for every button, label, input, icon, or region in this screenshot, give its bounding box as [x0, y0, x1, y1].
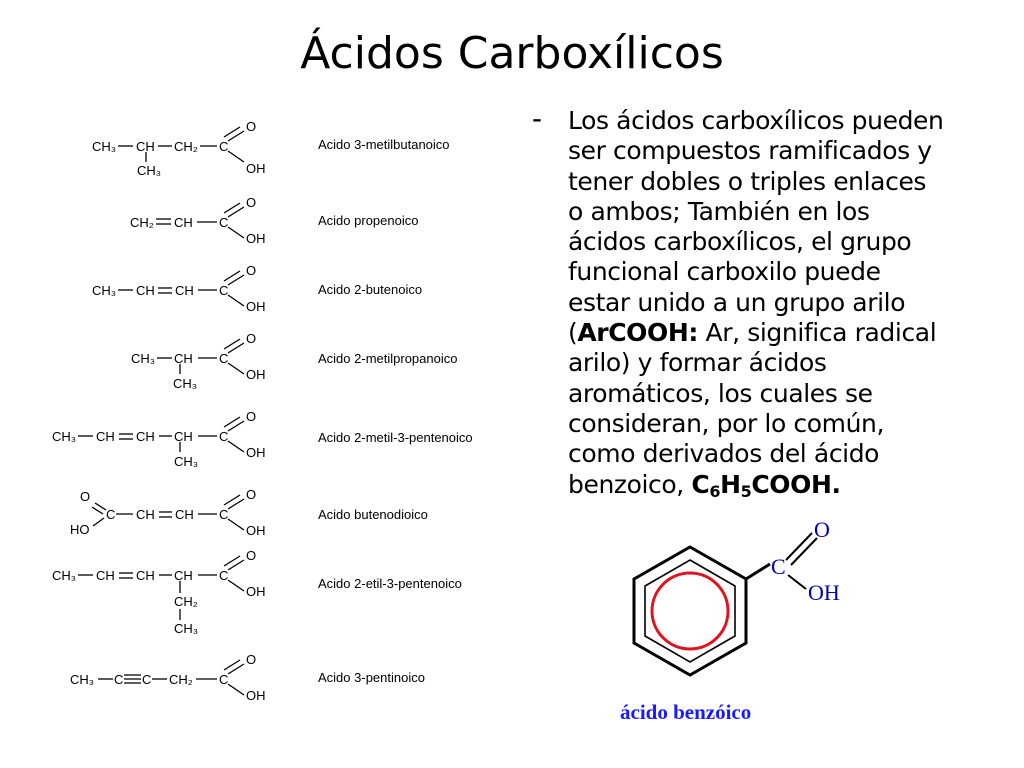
- formula-dot: .: [831, 469, 841, 499]
- slide-title: Ácidos Carboxílicos: [300, 28, 724, 79]
- text-line: estar unido a un grupo arilo: [568, 287, 906, 317]
- text-line: Los ácidos carboxílicos pueden: [568, 106, 944, 135]
- text-line: arilo) y formar ácidos: [568, 348, 827, 378]
- atom-label: O: [246, 263, 257, 278]
- atom-label: O: [246, 195, 257, 210]
- atom-label: CH: [174, 215, 193, 230]
- atom-label: HO: [70, 522, 90, 537]
- atom-label: CH: [96, 568, 115, 583]
- atom-label: CH: [136, 568, 155, 583]
- paren: (: [568, 318, 578, 348]
- atom-label: O: [80, 489, 91, 504]
- atom-label: CH: [174, 429, 193, 444]
- atom-label: OH: [246, 445, 266, 460]
- atom-label: C: [142, 672, 152, 687]
- atom-label: CH₃: [131, 351, 156, 366]
- atom-label: C: [219, 672, 229, 687]
- atom-label: CH₃: [174, 621, 199, 636]
- bond-lines: [78, 127, 244, 695]
- atom-label: CH: [174, 351, 193, 366]
- atom-label: OH: [246, 231, 266, 246]
- atom-label: OH: [246, 299, 266, 314]
- hydroxyl-label: OH: [808, 580, 840, 605]
- atom-label: O: [246, 119, 257, 134]
- benzoic-acid-structure: [620, 517, 840, 724]
- compound-name: Acido 2-metilpropanoico: [318, 351, 458, 366]
- aromatic-circle: [652, 573, 728, 649]
- atom-label: O: [246, 548, 257, 563]
- atom-label: C: [219, 283, 229, 298]
- atom-label: O: [246, 487, 257, 502]
- atom-label: O: [246, 652, 257, 667]
- compound-name: Acido 3-metilbutanoico: [318, 137, 450, 152]
- atom-label: CH: [175, 283, 194, 298]
- atom-label: C: [219, 568, 229, 583]
- atom-label: C: [219, 429, 229, 444]
- atom-label: CH: [174, 568, 193, 583]
- arcooh-rest: Ar, significa radical: [698, 318, 937, 348]
- text-line: tener dobles o triples enlaces: [568, 166, 927, 196]
- atom-label: CH₂: [174, 139, 198, 154]
- atom-label: CH₃: [70, 672, 95, 687]
- compound-name: Acido 2-butenoico: [318, 282, 423, 297]
- carbon-label: C: [771, 554, 786, 579]
- compound-name: Acido butenodioico: [318, 507, 428, 522]
- atom-label: OH: [246, 161, 266, 176]
- atom-label: OH: [246, 688, 266, 703]
- benzoic-formula: $C_6H_5COOH$: [691, 469, 832, 501]
- atom-label: CH₃: [52, 429, 77, 444]
- atom-label: CH₃: [52, 568, 77, 583]
- text-line: o ambos; También en los: [568, 196, 870, 226]
- atom-label: CH: [136, 283, 155, 298]
- atom-label: CH₃: [173, 376, 198, 391]
- atom-label: C: [219, 351, 229, 366]
- text-line: ser compuestos ramificados y: [568, 136, 932, 166]
- atom-label: OH: [246, 584, 266, 599]
- formula-prefix: benzoico,: [568, 469, 692, 499]
- atom-label: CH₃: [92, 283, 117, 298]
- atom-label: C: [219, 215, 229, 230]
- arcooh-term: ArCOOH:: [577, 318, 699, 348]
- atom-label: C: [219, 507, 229, 522]
- atom-label: CH₃: [137, 163, 162, 178]
- benzene-ring-inner: [645, 560, 735, 662]
- atom-label: C: [219, 139, 229, 154]
- atom-label: CH₂: [130, 215, 154, 230]
- atom-label: C: [106, 507, 116, 522]
- oxygen-label: O: [814, 517, 830, 542]
- atom-label: CH: [96, 429, 115, 444]
- atom-label: CH: [175, 507, 194, 522]
- text-line: consideran, por lo común,: [568, 408, 885, 438]
- compound-name: Acido 2-etil-3-pentenoico: [318, 576, 462, 591]
- atom-label: CH₂: [174, 594, 198, 609]
- compound-name: Acido propenoico: [318, 213, 419, 228]
- atom-label: CH: [136, 507, 155, 522]
- atom-label: CH₃: [174, 454, 199, 469]
- atom-label: O: [246, 331, 257, 346]
- text-line: funcional carboxilo puede: [568, 257, 881, 287]
- atom-label: C: [114, 672, 124, 687]
- compound-name: Acido 2-metil-3-pentenoico: [318, 430, 473, 445]
- text-line: ácidos carboxílicos, el grupo: [568, 227, 912, 257]
- atom-label: CH₃: [92, 139, 117, 154]
- text-line: como derivados del ácido: [568, 439, 880, 469]
- atom-label: O: [246, 409, 257, 424]
- atom-label: OH: [246, 367, 266, 382]
- atom-label: OH: [246, 523, 266, 538]
- atom-label: CH₂: [169, 672, 193, 687]
- atom-label: CH: [136, 429, 155, 444]
- atom-label: CH: [136, 139, 155, 154]
- benzoic-caption: ácido benzóico: [620, 700, 752, 724]
- compound-name: Acido 3-pentinoico: [318, 670, 425, 685]
- text-line: aromáticos, los cuales se: [568, 378, 873, 408]
- bullet-marker: -: [532, 102, 542, 135]
